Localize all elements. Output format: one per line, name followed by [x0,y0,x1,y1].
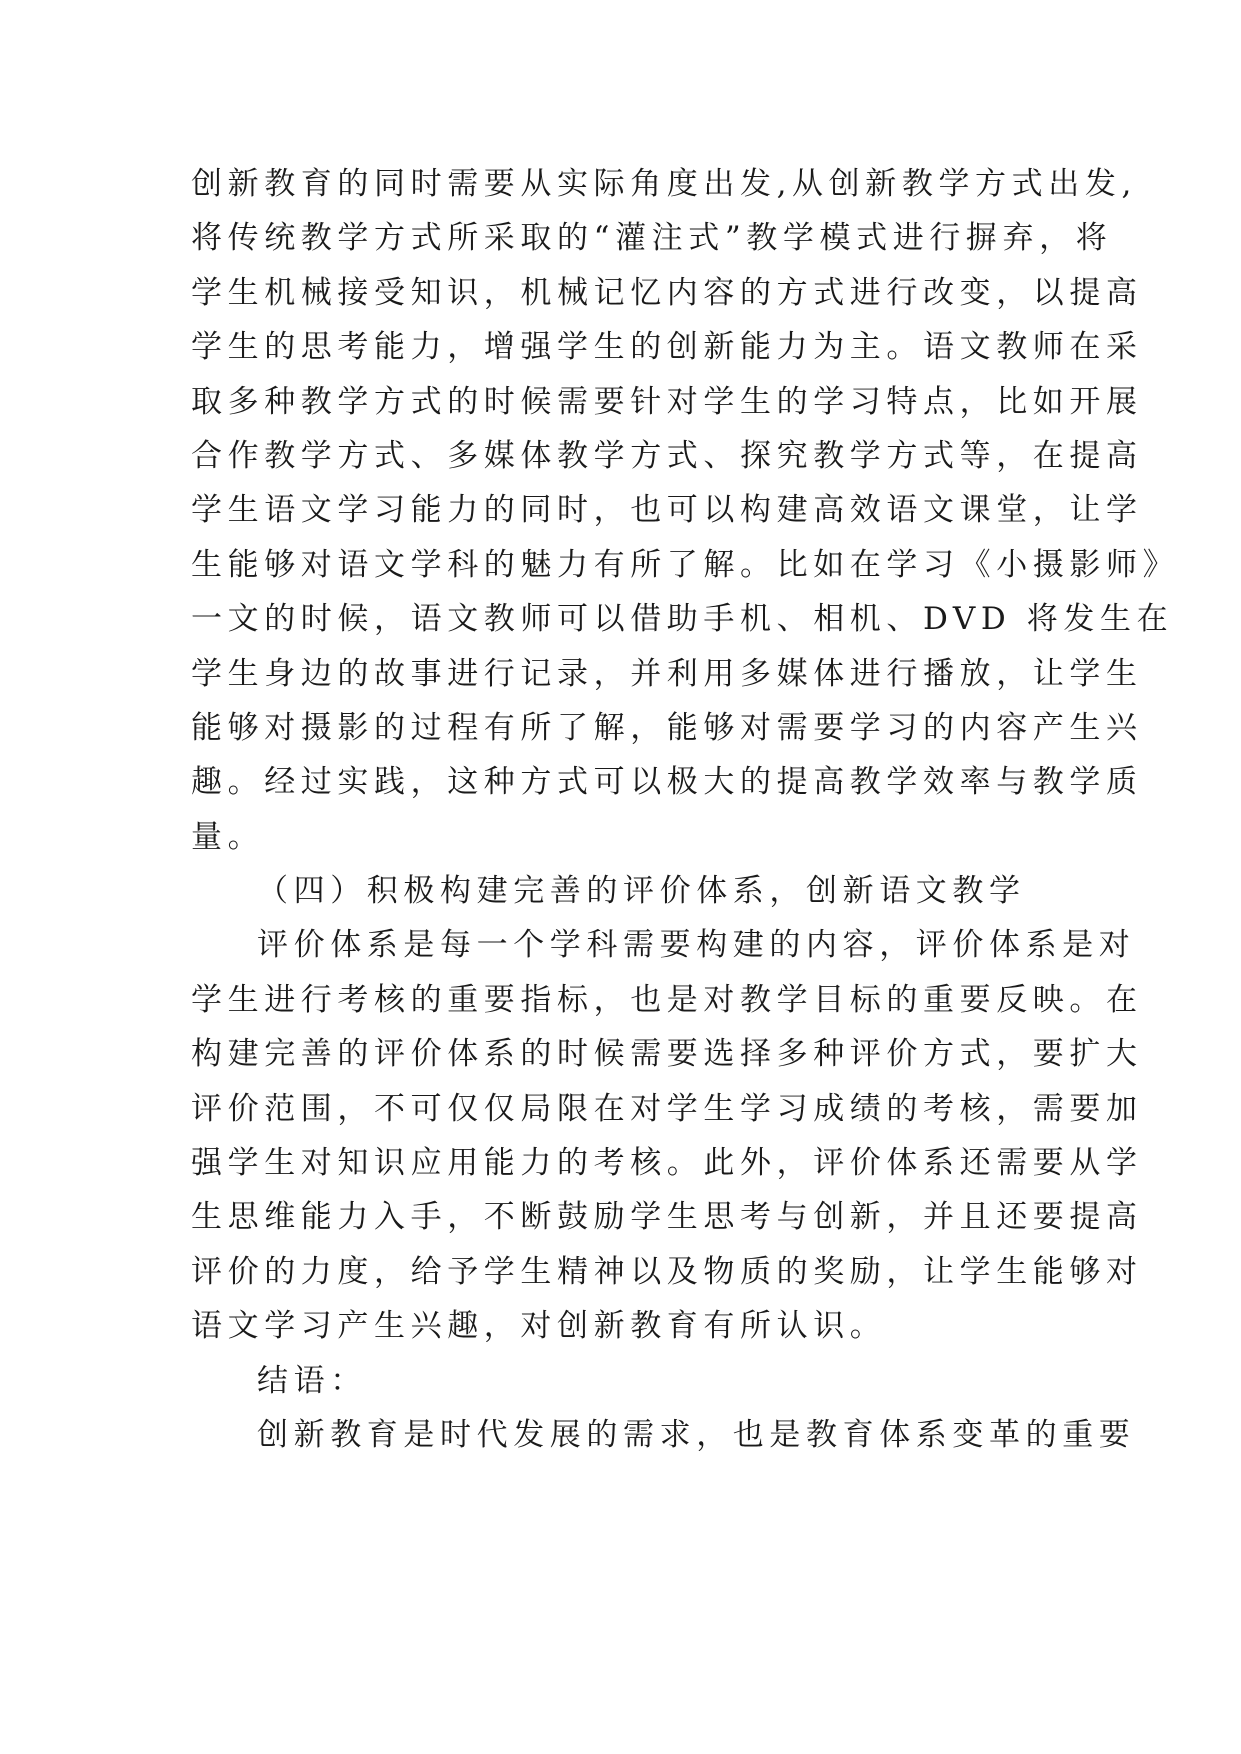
text-line: 合作教学方式、多媒体教学方式、探究教学方式等，在提高 [191,437,1143,474]
text-line: 学生的思考能力，增强学生的创新能力为主。语文教师在采 [191,329,1143,366]
text-line: 将传统教学方式所采取的“灌注式”教学模式进行摒弃，将 [191,220,1113,257]
text-line: 学生机械接受知识，机械记忆内容的方式进行改变，以提高 [191,274,1143,311]
text-line: 构建完善的评价体系的时候需要选择多种评价方式，要扩大 [191,1036,1143,1073]
text-line: 评价的力度，给予学生精神以及物质的奖励，让学生能够对 [191,1253,1143,1290]
text-line: 能够对摄影的过程有所了解，能够对需要学习的内容产生兴 [191,709,1143,746]
text-line: 语文学习产生兴趣，对创新教育有所认识。 [191,1308,887,1345]
text-line: 创新教育的同时需要从实际角度出发,从创新教学方式出发, [191,166,1137,202]
text-line: 取多种教学方式的时候需要针对学生的学习特点，比如开展 [191,383,1143,420]
text-line: 趣。经过实践，这种方式可以极大的提高教学效率与教学质 [191,764,1143,801]
body-text [191,157,1180,1462]
text-line: 学生身边的故事进行记录，并利用多媒体进行播放，让学生 [191,655,1143,692]
text-line: 生思维能力入手，不断鼓励学生思考与创新，并且还要提高 [191,1199,1143,1236]
conclusion-heading: 结语： [257,1362,367,1399]
text-line: 学生语文学习能力的同时，也可以构建高效语文课堂，让学 [191,492,1143,529]
section-heading: （四）积极构建完善的评价体系，创新语文教学 [257,873,1026,910]
text-line: 评价范围，不可仅仅局限在对学生学习成绩的考核，需要加 [191,1090,1143,1127]
text-line: 量。 [191,818,265,855]
text-line: 生能够对语文学科的魅力有所了解。比如在学习《小摄影师》 [191,546,1180,583]
text-line: 学生进行考核的重要指标，也是对教学目标的重要反映。在 [191,981,1143,1018]
text-line: 强学生对知识应用能力的考核。此外，评价体系还需要从学 [191,1145,1143,1182]
text-line: 一文的时候，语文教师可以借助手机、相机、DVD 将发生在 [191,601,1174,638]
paragraph-start-line: 评价体系是每一个学科需要构建的内容，评价体系是对 [257,927,1136,964]
paragraph-start-line: 创新教育是时代发展的需求，也是教育体系变革的重要 [257,1416,1136,1453]
